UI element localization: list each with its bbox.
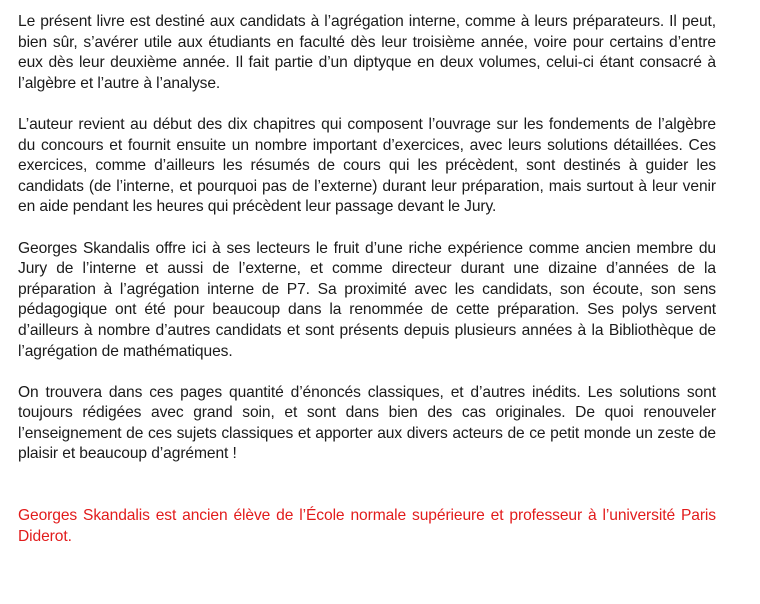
paragraph-content: L’auteur revient au début des dix chapitres qui composent l’ouvrage sur les fondements de l’algèbre du concours et fournit ensuite un nombre important d’exercices, avec leurs solutions détaillées. Ces exercices, comme d’ailleurs les résumés de cours qui les précèdent, sont destinés à guider les candidats (de l’interne, et pourquoi pas de l’externe) durant leur préparation, mais surtout à leur venir en aide pendant les heures qui précèdent leur passage devant le Jury. [18,115,716,216]
paragraph-conclusion: On trouvera dans ces pages quantité d’énoncés classiques, et d’autres inédits. Les solutions sont toujours rédigées avec grand soin, et sont dans bien des cas originales. De quoi renouveler l’enseignement de ces sujets classiques et apporter aux divers acteurs de ce petit monde un zeste de plaisir et beaucoup d’agrément ! [18,383,716,463]
paragraph-author-experience: Georges Skandalis offre ici à ses lecteurs le fruit d’une riche expérience comme ancien membre du Jury de l’interne et aussi de l’externe, et comme directeur durant une dizaine d’années de la préparation à l’agrégation interne de P7. Sa proximité avec les candidats, son écoute, son sens pédagogique ont été pour beaucoup dans la renommée de cette préparation. Ses polys servent d’ailleurs à nombre d’autres candidats et sont présents depuis plusieurs années à la Bibliothèque de l’agrégation de mathématiques. [18,239,716,360]
author-bio: Georges Skandalis est ancien élève de l’École normale supérieure et professeur à l’université Paris Diderot. [18,507,716,545]
back-cover-text [18,12,716,563]
paragraph-intro: Le présent livre est destiné aux candidats à l’agrégation interne, comme à leurs préparateurs. Il peut, bien sûr, s’avérer utile aux étudiants en faculté dès leur troisième année, voire pour certains d’entre eux dès leur deuxième année. Il fait partie d’un diptyque en deux volumes, celui-ci étant consacré à l’algèbre et l’autre à l’analyse. [18,13,716,92]
